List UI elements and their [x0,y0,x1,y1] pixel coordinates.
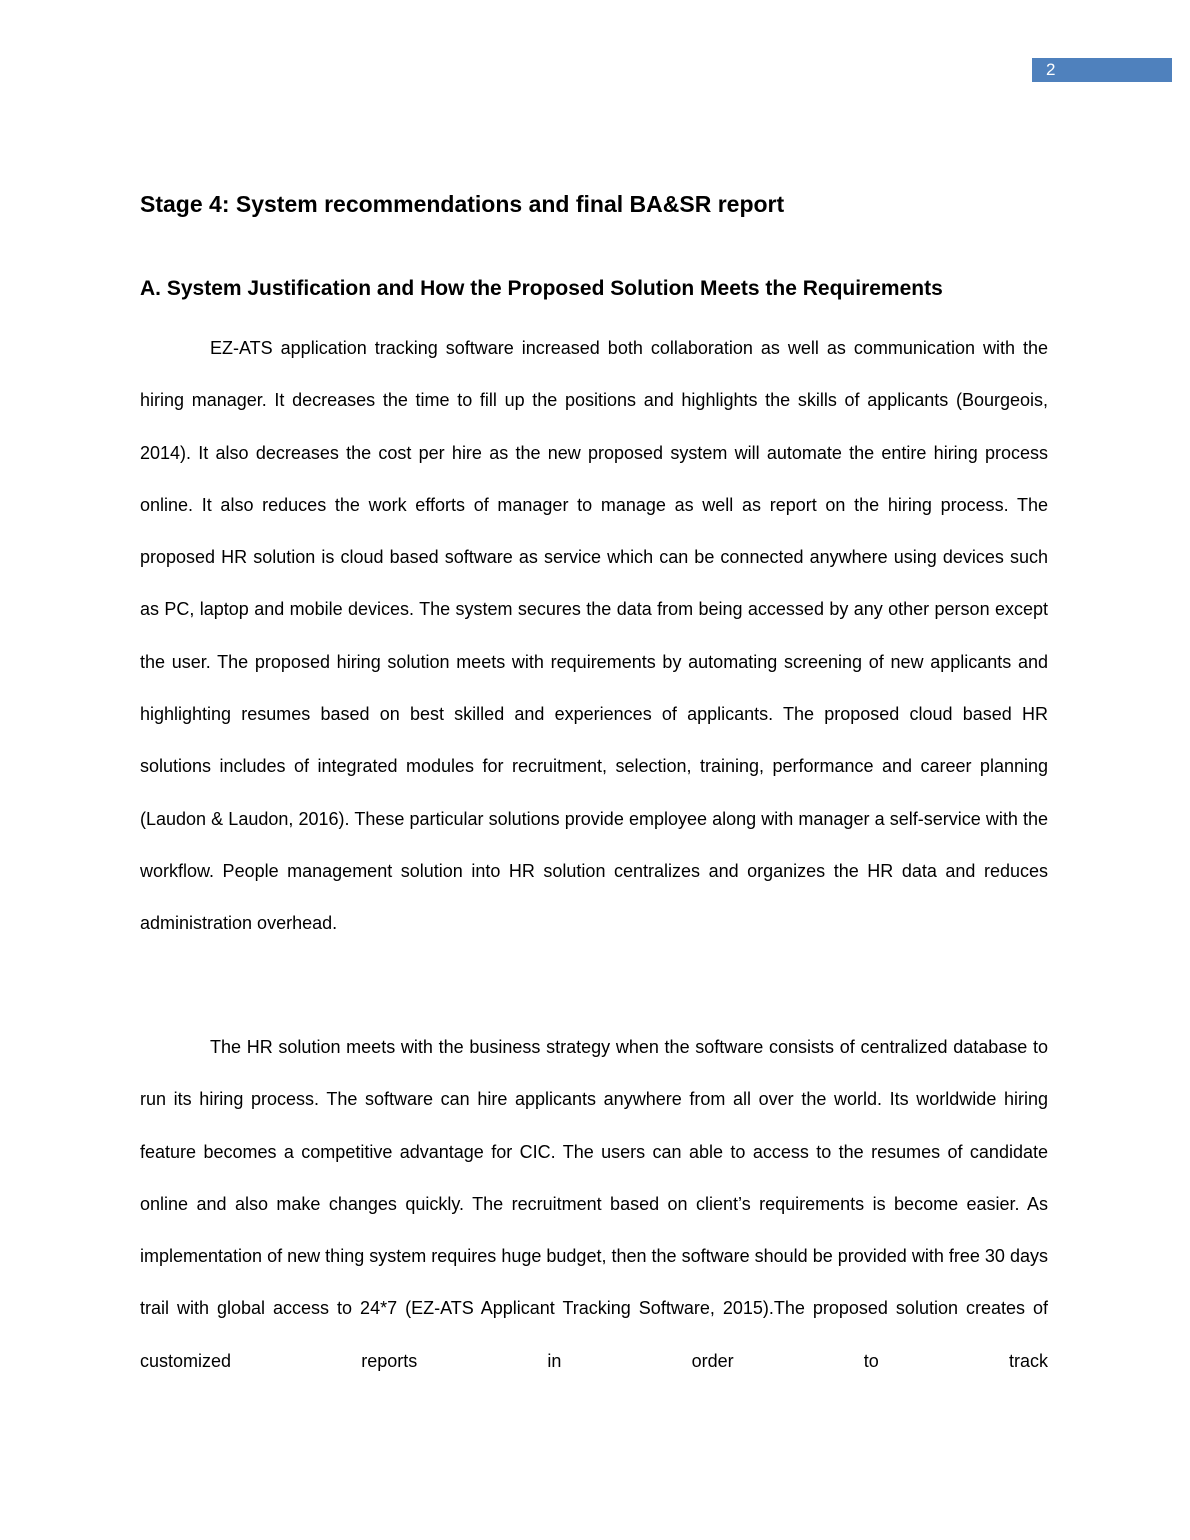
page-number-badge [1032,58,1172,82]
page-number: 2 [1046,60,1056,79]
body-paragraph-1: EZ-ATS application tracking software increased both collaboration as well as communication with the hiring manager. It decreases the time to fill up the positions and highlights the skills of applicants (Bourgeois, 2014). It also decreases the cost per hire as the new proposed system will automate the entire hiring process online. It also reduces the work efforts of manager to manage as well as report on the hiring process. The proposed HR solution is cloud based software as service which can be connected anywhere using devices such as PC, laptop and mobile devices. The system secures the data from being accessed by any other person except the user. The proposed hiring solution meets with requirements by automating screening of new applicants and highlighting resumes based on best skilled and experiences of applicants. The proposed cloud based HR solutions includes of integrated modules for recruitment, selection, training, performance and career planning (Laudon & Laudon, 2016). These particular solutions provide employee along with manager a self-service with the workflow. People management solution into HR solution centralizes and organizes the HR data and reduces administration overhead. [140,338,1048,934]
stage-heading: Stage 4: System recommendations and final BA&SR report [140,191,785,217]
section-heading: A. System Justification and How the Proposed Solution Meets the Requirements [140,277,943,300]
body-paragraph-2: The HR solution meets with the business strategy when the software consists of centralized database to run its hiring process. The software can hire applicants anywhere from all over the world. Its worldwide hiring feature becomes a competitive advantage for CIC. The users can able to access to the resumes of candidate online and also make changes quickly. The recruitment based on client’s requirements is become easier. As implementation of new thing system requires huge budget, then the software should be provided with free 30 days trail with global access to 24*7 (EZ-ATS Applicant Tracking Software, 2015).The proposed solution creates of customized reports in order to track [140,1037,1048,1371]
